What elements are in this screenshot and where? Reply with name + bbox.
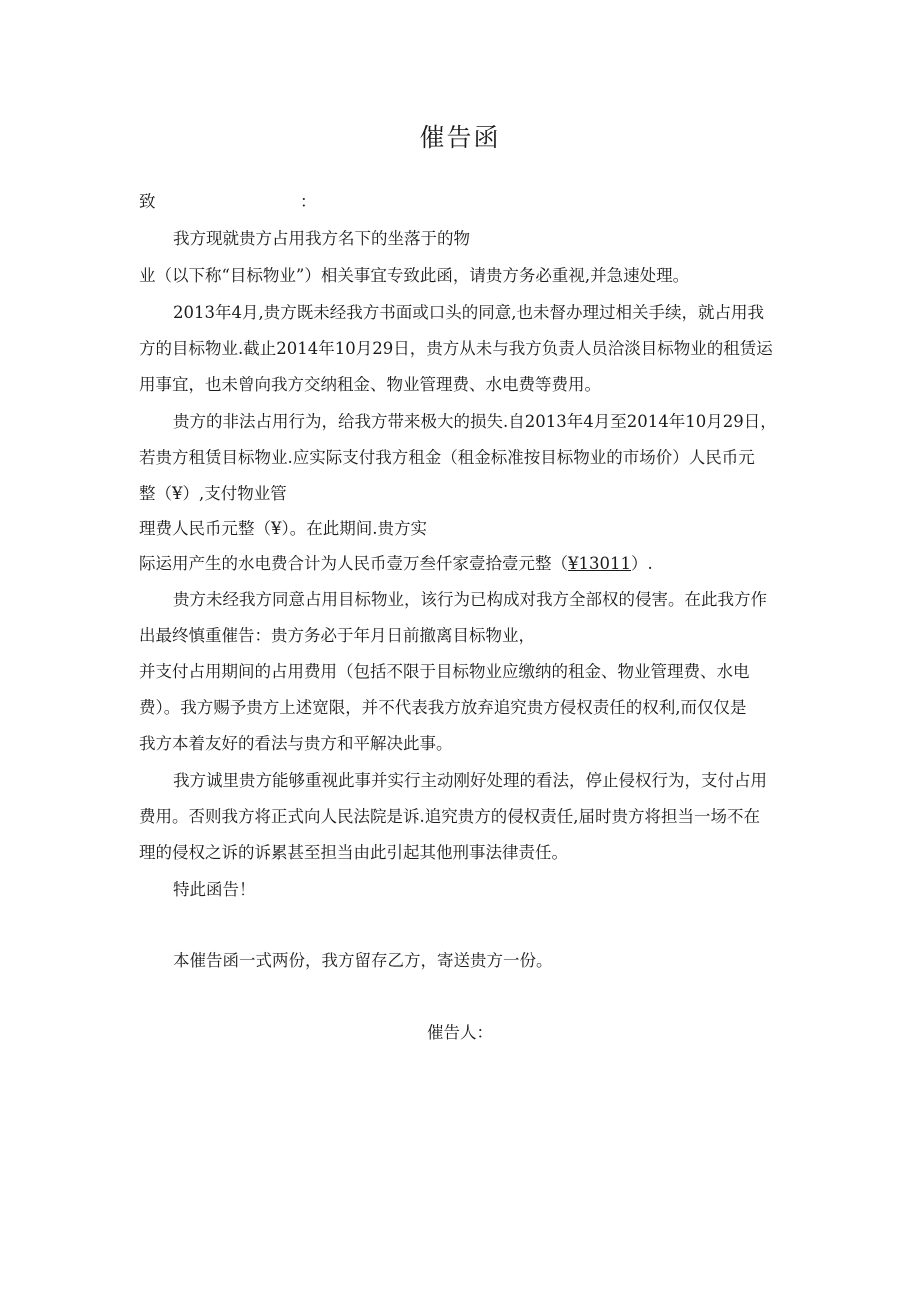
paragraph-3-line-5	[139, 553, 653, 575]
paragraph-5-line-1: 我方诚里贵方能够重视此事并实行主动刚好处理的看法，停止侵权行为，支付占用	[173, 771, 767, 790]
copies-note: 本催告函一式两份，我方留存乙方，寄送贵方一份。	[173, 951, 553, 970]
paragraph-4-line-4: 费）。我方赐予贵方上述宽限，并不代表我方放弃追究贵方侵权责任的权利,而仅仅是	[139, 698, 747, 717]
paragraph-4-line-5: 我方本着友好的看法与贵方和平解决此事。	[139, 734, 453, 753]
paragraph-5-line-2: 费用。否则我方将正式向人民法院是诉.追究贵方的侵权责任,届时贵方将担当一场不在	[139, 807, 760, 826]
signer-label: 催告人：	[427, 1023, 493, 1042]
salutation-colon: ：	[300, 192, 317, 211]
paragraph-5-line-3: 理的侵权之诉的诉累甚至担当由此引起其他刑事法律责任。	[139, 843, 568, 862]
paragraph-4-line-2: 出最终慎重催告：贵方务必于年月日前撤离目标物业，	[139, 626, 535, 645]
paragraph-3-line-1: 贵方的非法占用行为，给我方带来极大的损失.自2013年4月至2014年10月29日，	[173, 412, 777, 431]
paragraph-4-line-1: 贵方未经我方同意占用目标物业，该行为已构成对我方全部权的侵害。在此我方作	[173, 590, 767, 609]
paragraph-3-line-2: 若贵方租赁目标物业.应实际支付我方租金（租金标准按目标物业的市场价）人民币元	[139, 448, 755, 467]
paragraph-2-line-1: 2013年4月,贵方既未经我方书面或口头的同意,也未督办理过相关手续，就占用我	[173, 303, 764, 322]
paragraph-4-line-3: 并支付占用期间的占用费用（包括不限于目标物业应缴纳的租金、物业管理费、水电	[139, 662, 750, 681]
paragraph-3-line-5-end: ）.	[631, 554, 653, 573]
closing-line: 特此函告！	[173, 880, 256, 899]
salutation-label: 致	[139, 192, 156, 211]
paragraph-2-line-3: 用事宜，也未曾向我方交纳租金、物业管理费、水电费等费用。	[139, 375, 601, 394]
paragraph-3-line-3: 整（¥）,支付物业管	[139, 484, 287, 503]
paragraph-2-line-2: 方的目标物业.截止2014年10月29日，贵方从未与我方负责人员洽淡目标物业的租赁运	[139, 339, 773, 358]
paragraph-1-line-2: 业（以下称“目标物业”）相关事宜专致此函，请贵方务必重视,并急速处理。	[139, 266, 690, 285]
document-title: 催告函	[419, 123, 501, 152]
paragraph-3-line-5-text: 际运用产生的水电费合计为人民币壹万叁仟家壹拾壹元整（	[139, 554, 568, 573]
utility-fee-amount: ¥13011	[568, 554, 631, 573]
paragraph-3-line-4: 理费人民币元整（¥）。在此期间.贵方实	[139, 519, 427, 538]
paragraph-1-line-1: 我方现就贵方占用我方名下的坐落于的物	[173, 229, 470, 248]
